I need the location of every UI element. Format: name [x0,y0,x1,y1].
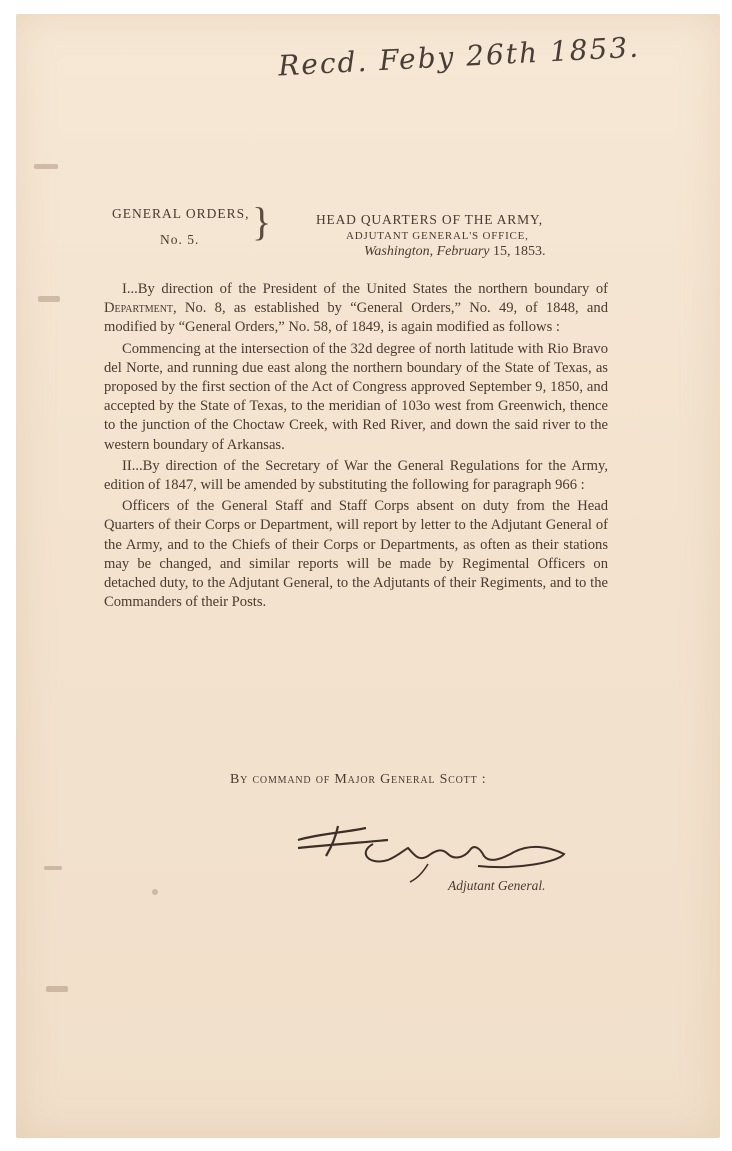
paragraph-4: Officers of the General Staff and Staff Corps absent on duty from the Head Quarters of their Corps or Department, will report by letter to the Adjutant General of the Army, and to the Chiefs of their Corps or Departments, as often as their stations may be changed, and similar reports will be made by Regimental Officers on detached duty, to the Adjutant General, to the Adjutants of their Regiments, and to the Commanders of their Posts. [104,498,608,611]
paragraph-1-department: Department [104,300,174,317]
paper-blemish [46,986,68,992]
paragraph-1 [104,280,608,338]
paper-blemish [34,164,58,169]
dateline-date: 15, 1853. [492,244,546,259]
orders-label: GENERAL ORDERS, [112,206,250,221]
office-subtitle: ADJUTANT GENERAL'S OFFICE, [346,230,529,242]
command-line: By command of Major General Scott : [230,772,487,787]
handwritten-received-note: Recd. Feby 26th 1853. [277,30,641,83]
paragraph-1-end: , No. 8, as established by “General Orders,” No. 49, of 1848, and modified by “General Orders,” No. 58, of 1849, is again modified as follows : [104,300,608,336]
signatory-title: Adjutant General. [448,878,546,893]
order-body [104,280,608,614]
signature-image [278,804,578,884]
paper-blemish [152,889,158,895]
paper-blemish [38,296,60,302]
headquarters-heading [316,212,606,260]
paragraph-3: II...By direction of the Secretary of War the General Regulations for the Army, edition of 1847, will be amended by substituting the following for paragraph 966 : [104,457,608,494]
general-orders-label [112,206,250,248]
document-page [16,14,720,1138]
paragraph-1-start: I...By direction of the President of the United States the northern boundary of [122,281,608,297]
dateline [364,244,606,260]
dateline-place: Washington, February [364,244,490,259]
paper-blemish [44,866,62,870]
brace-icon: } [252,199,272,244]
paragraph-2: Commencing at the intersection of the 32d degree of north latitude with Rio Bravo del Norte, and running due east along the northern boundary of the State of Texas, as proposed by the first section of the Act of Congress approved September 9, 1850, and accepted by the State of Texas, to the meridian of 103o west from Greenwich, thence to the junction of the Choctaw Creek, with Red River, and down the said river to the western boundary of Arkansas. [104,340,608,453]
hq-title: HEAD QUARTERS OF THE ARMY, [316,212,543,227]
orders-number: No. 5. [160,232,200,247]
